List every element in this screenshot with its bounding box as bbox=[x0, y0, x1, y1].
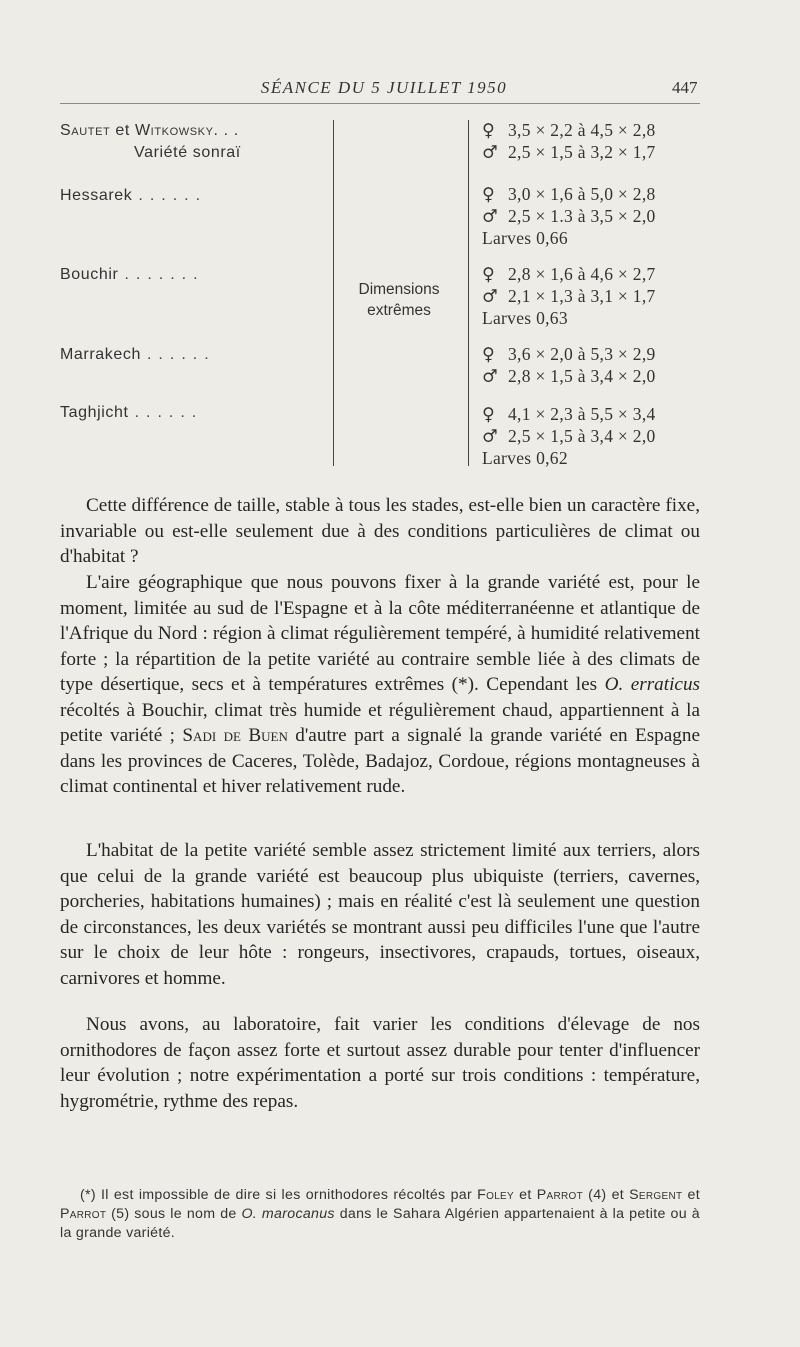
location-hessarek: Hessarek ...... bbox=[60, 187, 208, 204]
measure-marrakech-male: ♂ 2,8 × 1,5 à 3,4 × 2,0 bbox=[482, 366, 656, 387]
dimensions-label-line2: extrêmes bbox=[367, 302, 431, 319]
male-symbol-icon: ♂ bbox=[482, 207, 498, 227]
dimensions-label bbox=[336, 279, 462, 321]
male-symbol-icon: ♂ bbox=[482, 287, 498, 307]
measure-taghjicht-female: ♀ 4,1 × 2,3 à 5,5 × 3,4 bbox=[482, 404, 656, 425]
measure-bouchir-female: ♀ 2,8 × 1,6 à 4,6 × 2,7 bbox=[482, 264, 656, 285]
left-brace bbox=[333, 120, 334, 466]
footnote: (*) Il est impossible de dire si les ornithodores récoltés par Foley et Parrot (4) et Sergent et Parrot (5) sous le nom de O. marocanus dans le Sahara Algérien appartenaient à la petite ou à la grande variété. bbox=[60, 1187, 701, 1241]
header-rule bbox=[60, 103, 700, 104]
measure-taghjicht-larves: Larves 0,62 bbox=[482, 448, 568, 468]
paragraph-3: L'habitat de la petite variété semble assez strictement limité aux terriers, alors que celui de la grande variété est beaucoup plus ubiquiste (terriers, cavernes, porcheries, habitations humaines) ; mais en réalité c'est là seulement une question de circonstances, les deux variétés se montrant aussi peu difficiles l'une que l'autre sur le choix de leur hôte : rongeurs, insectivores, crapauds, tortues, oiseaux, carnivores et homme. bbox=[60, 840, 700, 989]
measure-hessarek-female: ♀ 3,0 × 1,6 à 5,0 × 2,8 bbox=[482, 184, 656, 205]
measure-bouchir-larves: Larves 0,63 bbox=[482, 308, 568, 328]
measure-hessarek-male: ♂ 2,5 × 1.3 à 3,5 × 2,0 bbox=[482, 206, 656, 227]
location-marrakech: Marrakech ...... bbox=[60, 346, 216, 363]
location-bouchir: Bouchir ....... bbox=[60, 266, 205, 283]
male-symbol-icon: ♂ bbox=[482, 427, 498, 447]
male-symbol-icon: ♂ bbox=[482, 143, 498, 163]
page-number: 447 bbox=[672, 78, 698, 97]
female-symbol-icon: ♀ bbox=[482, 405, 496, 425]
location-sautet-sublabel: Variété sonraï bbox=[134, 144, 241, 161]
female-symbol-icon: ♀ bbox=[482, 121, 496, 141]
right-brace bbox=[468, 120, 469, 466]
location-taghjicht: Taghjicht ...... bbox=[60, 404, 204, 421]
location-sautet: Sautet et Witkowsky. . . bbox=[60, 122, 239, 139]
female-symbol-icon: ♀ bbox=[482, 265, 496, 285]
running-header-title: SÉANCE DU 5 JUILLET 1950 bbox=[260, 78, 508, 97]
measure-marrakech-female: ♀ 3,6 × 2,0 à 5,3 × 2,9 bbox=[482, 344, 656, 365]
measure-hessarek-larves: Larves 0,66 bbox=[482, 228, 568, 248]
dimensions-label-line1: Dimensions bbox=[358, 281, 440, 298]
measure-bouchir-male: ♂ 2,1 × 1,3 à 3,1 × 1,7 bbox=[482, 286, 656, 307]
measure-sautet-male: ♂ 2,5 × 1,5 à 3,2 × 1,7 bbox=[482, 142, 656, 163]
paragraph-4: Nous avons, au laboratoire, fait varier les conditions d'élevage de nos ornithodores de façon assez forte et surtout assez durable pour tenter d'influencer leur évolution ; notre expérimentation a porté sur trois conditions : température, hygrométrie, rythme des repas. bbox=[60, 1014, 700, 1112]
measure-sautet-female: ♀ 3,5 × 2,2 à 4,5 × 2,8 bbox=[482, 120, 656, 141]
measure-taghjicht-male: ♂ 2,5 × 1,5 à 3,4 × 2,0 bbox=[482, 426, 656, 447]
female-symbol-icon: ♀ bbox=[482, 345, 496, 365]
male-symbol-icon: ♂ bbox=[482, 367, 498, 387]
species-name: O. erraticus bbox=[604, 674, 701, 695]
paragraph-1: Cette différence de taille, stable à tous les stades, est-elle bien un caractère fixe, invariable ou est-elle seulement due à des conditions particulières de climat ou d'habitat ? bbox=[60, 495, 700, 567]
paragraph-2: L'aire géographique que nous pouvons fixer à la grande variété est, pour le moment, limitée au sud de l'Espagne et à la côte méditerranéenne et atlantique de l'Afrique du Nord : région à climat régulièrement tempéré, à humidité relativement forte ; la répartition de la petite variété au contraire semble liée à des climats de type désertique, secs et à températures extrêmes (*). Cependant les O. erraticus récoltés à Bouchir, climat très humide et régulièrement chaud, appartiennent à la petite variété ; Sadi de Buen d'autre part a signalé la grande variété en Espagne dans les provinces de Caceres, Tolède, Badajoz, Cordoue, régions montagneuses à climat continental et hiver relativement rude. bbox=[60, 572, 701, 797]
author-name: Sadi de Buen bbox=[182, 725, 288, 746]
female-symbol-icon: ♀ bbox=[482, 185, 496, 205]
